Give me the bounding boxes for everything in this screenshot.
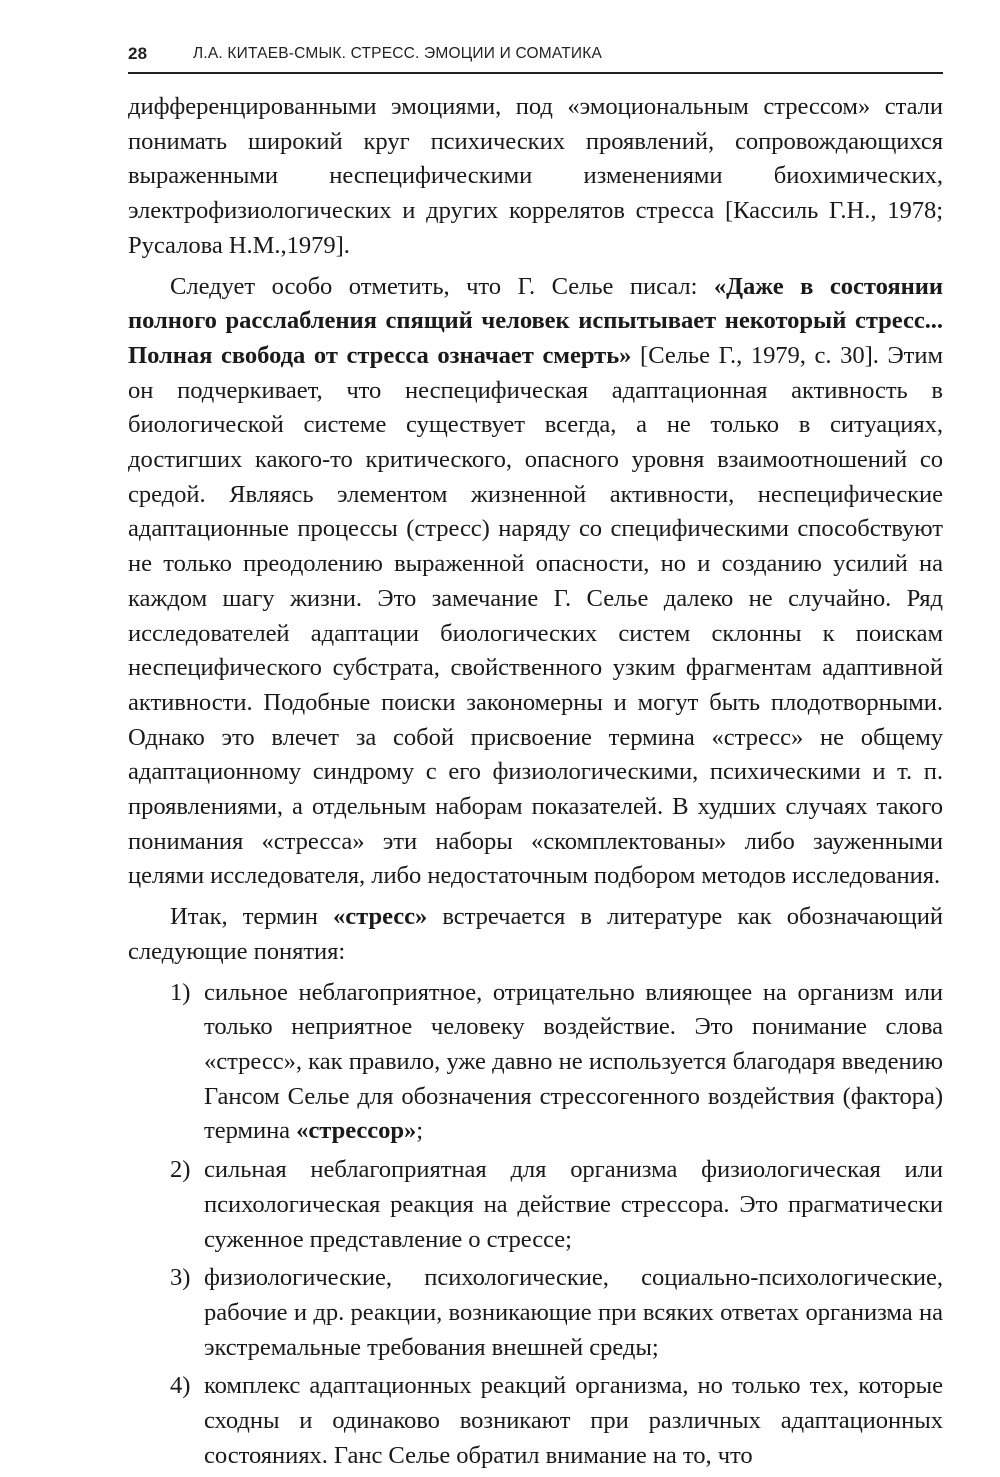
list-item-text-start: сильное неблагоприятное, отрицательно влияющее на организм или только неприятное человеку воздействие. Это понимание слова «стресс», как правило, уже давно не используется благодаря введению Гансом Селье для обозначения стрессогенного воздействия (фактора) термина: [204, 978, 943, 1145]
list-item: [128, 976, 943, 1150]
page-number: 28: [128, 44, 148, 63]
paragraph-2-start: Следует особо отметить, что Г. Селье писал:: [170, 272, 714, 300]
paragraph-3-start: Итак, термин: [170, 903, 333, 931]
list-item-text: сильная неблагоприятная для организма физиологическая или психологическая реакция на действие стрессора. Это прагматически суженное представление о стрессе;: [204, 1156, 943, 1253]
list-item-number: 4): [170, 1372, 191, 1400]
paragraph-3: [128, 900, 943, 969]
list-item-number: 1): [170, 978, 191, 1006]
list-item-text: физиологические, психологические, социально-психологические, рабочие и др. реакции, возникающие при всяких ответах организма на экстремальные требования внешней среды;: [204, 1264, 943, 1361]
list-item: [128, 1369, 943, 1473]
definitions-list: [128, 976, 943, 1474]
body-text: [128, 90, 943, 1477]
list-item-number: 2): [170, 1156, 191, 1184]
paragraph-2-end: [Селье Г., 1979, с. 30]. Этим он подчеркивает, что неспецифическая адаптационная активность в биологической системе существует всегда, а не только в ситуациях, достигших какого-то критического, опасного уровня взаимоотношений со средой. Являясь элементом жизненной активности, неспецифические адаптационные процессы (стресс) наряду со специфическими способствуют не только преодолению выраженной опасности, но и созданию усилий на каждом шагу жизни. Это замечание Г. Селье далеко не случайно. Ряд исследователей адаптации биологических систем склонны к поискам неспецифического субстрата, свойственного узким фрагментам адаптивной активности. Подобные поиски закономерны и могут быть плодотворными. Однако это влечет за собой присвоение термина «стресс» не общему адаптационному синдрому с его физиологическими, психическими и т. п. проявлениями, а отдельным наборам показателей. В худших случаях такого понимания «стресса» эти наборы «скомплектованы» либо зауженными целями исследователя, либо недостаточным подбором методов исследования.: [128, 341, 943, 890]
list-item: [128, 1261, 943, 1365]
paragraph-3-end: встречается в литературе как обозначающий следующие понятия:: [128, 903, 943, 965]
term-stress: «стресс»: [333, 903, 428, 931]
list-item-text: комплекс адаптационных реакций организма, но только тех, которые сходны и одинаково возникают при различных адаптационных состояниях. Ганс Селье обратил внимание на то, что: [204, 1372, 943, 1469]
term-stressor: «стрессор»: [296, 1117, 417, 1145]
selye-quote: «Даже в состоянии полного расслабления спящий человек испытывает некоторый стресс... Полная свобода от стресса означает смерть»: [128, 272, 943, 369]
running-header: [128, 40, 943, 74]
running-title: Л.А. КИТАЕВ-СМЫК. СТРЕСС. ЭМОЦИИ И СОМАТИКА: [193, 45, 602, 62]
list-item-text-end: ;: [416, 1117, 424, 1145]
paragraph-1: дифференцированными эмоциями, под «эмоциональным стрессом» стали понимать широкий круг психических проявлений, сопровождающихся выраженными неспецифическими изменениями биохимических, электрофизиологических и других коррелятов стресса [Кассиль Г.Н., 1978; Русалова Н.М.,1979].: [128, 93, 943, 259]
list-item: [128, 1153, 943, 1257]
list-item-number: 3): [170, 1264, 191, 1292]
paragraph-2: [128, 270, 943, 895]
